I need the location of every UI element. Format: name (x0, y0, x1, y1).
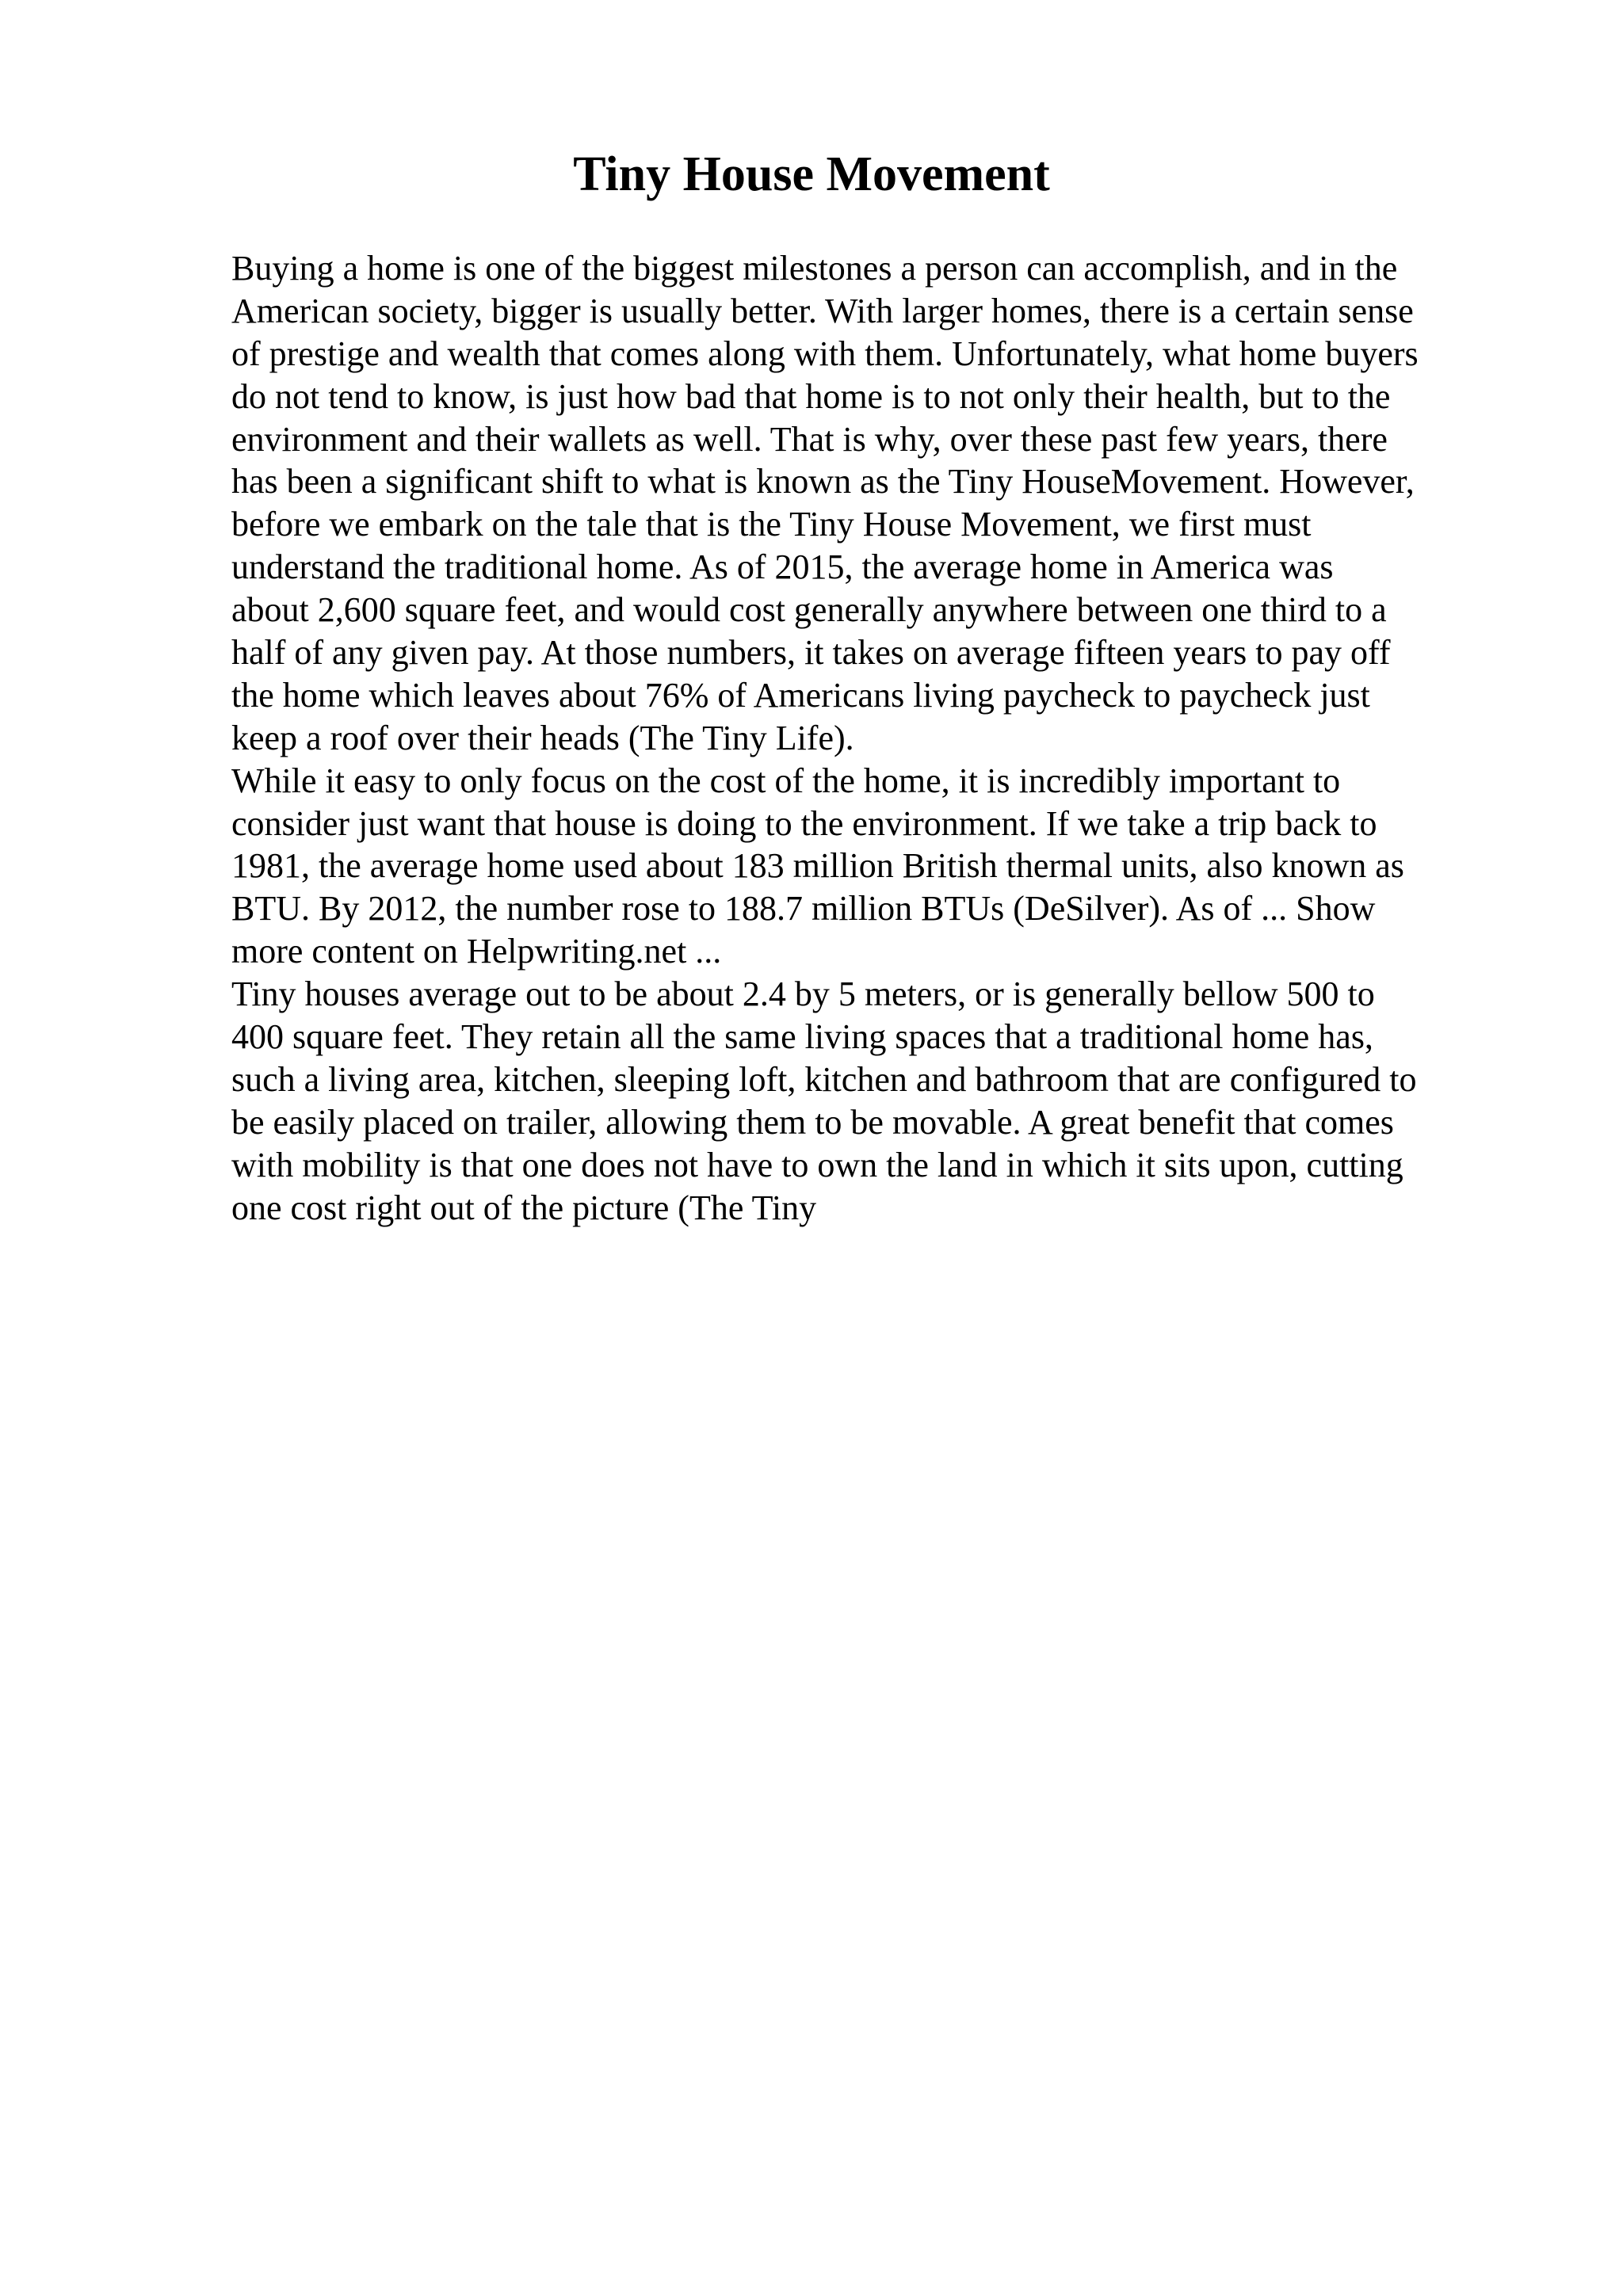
document-body (231, 247, 1484, 1229)
body-line: American society, bigger is usually better. With larger homes, there is a certain sense (231, 291, 1414, 330)
body-line: one cost right out of the picture (The Tiny (231, 1188, 817, 1227)
body-line: do not tend to know, is just how bad that home is to not only their health, but to the (231, 376, 1391, 416)
body-line: BTU. By 2012, the number rose to 188.7 million BTUs (DeSilver). As of ... Show (231, 889, 1376, 929)
body-line: keep a roof over their heads (The Tiny Life). (231, 718, 854, 757)
body-line: of prestige and wealth that comes along with them. Unfortunately, what home buyers (231, 334, 1419, 373)
body-line: be easily placed on trailer, allowing them to be movable. A great benefit that comes (231, 1102, 1394, 1142)
body-line: understand the traditional home. As of 2015, the average home in America was (231, 547, 1334, 587)
body-line: consider just want that house is doing to the environment. If we take a trip back to (231, 803, 1377, 843)
body-line: such a living area, kitchen, sleeping loft, kitchen and bathroom that are configured to (231, 1059, 1417, 1099)
body-line: 400 square feet. They retain all the same living spaces that a traditional home has, (231, 1017, 1373, 1057)
body-line: Buying a home is one of the biggest milestones a person can accomplish, and in the (231, 249, 1398, 288)
body-line: about 2,600 square feet, and would cost generally anywhere between one third to a (231, 590, 1387, 630)
body-line: has been a significant shift to what is known as the Tiny HouseMovement. However, (231, 462, 1415, 502)
body-line: environment and their wallets as well. That is why, over these past few years, there (231, 419, 1388, 459)
body-line: While it easy to only focus on the cost of the home, it is incredibly important to (231, 761, 1341, 800)
body-line: more content on Helpwriting.net ... (231, 932, 722, 971)
body-line: 1981, the average home used about 183 million British thermal units, also known as (231, 846, 1404, 886)
body-line: the home which leaves about 76% of Americans living paycheck to paycheck just (231, 675, 1370, 715)
document-title: Tiny House Movement (573, 147, 1050, 201)
body-line: Tiny houses average out to be about 2.4 by 5 meters, or is generally bellow 500 to (231, 974, 1375, 1014)
body-line: half of any given pay. At those numbers, it takes on average fifteen years to pay off (231, 633, 1391, 673)
body-line: before we embark on the tale that is the Tiny House Movement, we first must (231, 505, 1312, 544)
body-line: with mobility is that one does not have to own the land in which it sits upon, cutting (231, 1145, 1403, 1184)
